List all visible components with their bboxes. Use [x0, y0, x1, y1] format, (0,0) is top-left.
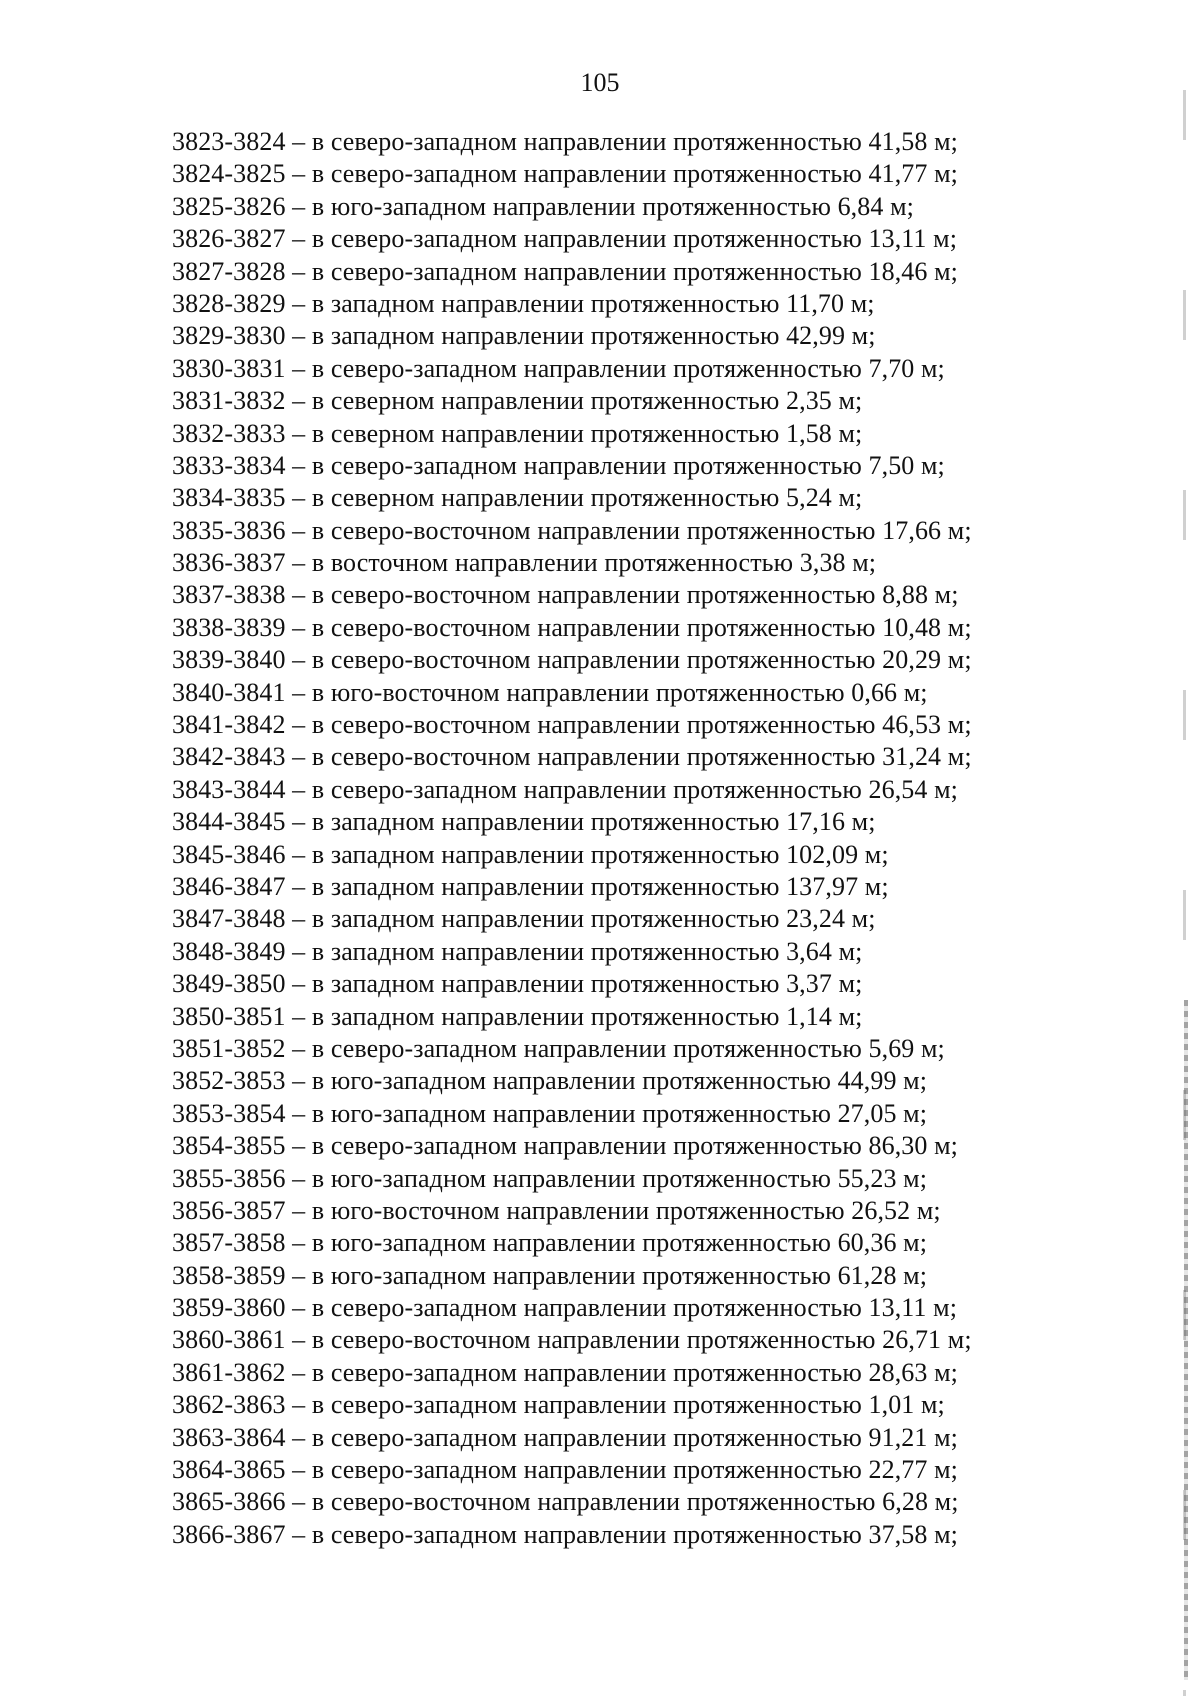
segment-line: 3865-3866 – в северо-восточном направлении протяженностью 6,28 м;: [172, 1487, 959, 1517]
page-number: 105: [580, 68, 620, 97]
segment-line: 3856-3857 – в юго-восточном направлении протяженностью 26,52 м;: [172, 1195, 941, 1225]
segment-line: 3862-3863 – в северо-западном направлении протяженностью 1,01 м;: [172, 1390, 945, 1420]
segment-line: 3855-3856 – в юго-западном направлении протяженностью 55,23 м;: [172, 1163, 928, 1193]
segment-line: 3844-3845 – в западном направлении протяженностью 17,16 м;: [172, 807, 876, 837]
segment-line: 3825-3826 – в юго-западном направлении протяженностью 6,84 м;: [172, 191, 914, 221]
segment-line: 3861-3862 – в северо-западном направлении протяженностью 28,63 м;: [172, 1357, 958, 1387]
segment-line: 3823-3824 – в северо-западном направлении протяженностью 41,58 м;: [172, 127, 958, 156]
segment-line: 3829-3830 – в западном направлении протяженностью 42,99 м;: [172, 321, 876, 351]
boundary-segment-list: [172, 126, 1072, 1551]
segment-line: 3828-3829 – в западном направлении протяженностью 11,70 м;: [172, 288, 875, 318]
segment-line: 3838-3839 – в северо-восточном направлении протяженностью 10,48 м;: [172, 612, 972, 642]
segment-line: 3831-3832 – в северном направлении протяженностью 2,35 м;: [172, 386, 863, 416]
segment-line: 3830-3831 – в северо-западном направлении протяженностью 7,70 м;: [172, 353, 945, 383]
segment-line: 3839-3840 – в северо-восточном направлении протяженностью 20,29 м;: [172, 645, 972, 675]
segment-line: 3853-3854 – в юго-западном направлении протяженностью 27,05 м;: [172, 1098, 928, 1128]
segment-line: 3836-3837 – в восточном направлении протяженностью 3,38 м;: [172, 548, 877, 578]
segment-line: 3866-3867 – в северо-западном направлении протяженностью 37,58 м;: [172, 1519, 958, 1549]
segment-line: 3850-3851 – в западном направлении протяженностью 1,14 м;: [172, 1001, 863, 1031]
segment-line: 3864-3865 – в северо-западном направлении протяженностью 22,77 м;: [172, 1455, 958, 1485]
segment-line: 3845-3846 – в западном направлении протяженностью 102,09 м;: [172, 839, 889, 869]
segment-line: 3851-3852 – в северо-западном направлении протяженностью 5,69 м;: [172, 1033, 945, 1063]
segment-line: 3827-3828 – в северо-западном направлении протяженностью 18,46 м;: [172, 256, 958, 286]
segment-line: 3841-3842 – в северо-восточном направлении протяженностью 46,53 м;: [172, 710, 972, 740]
segment-line: 3824-3825 – в северо-западном направлении протяженностью 41,77 м;: [172, 159, 958, 189]
segment-line: 3852-3853 – в юго-западном направлении протяженностью 44,99 м;: [172, 1066, 928, 1096]
segment-line: 3859-3860 – в северо-западном направлении протяженностью 13,11 м;: [172, 1293, 958, 1323]
segment-line: 3858-3859 – в юго-западном направлении протяженностью 61,28 м;: [172, 1260, 928, 1290]
segment-line: 3826-3827 – в северо-западном направлении протяженностью 13,11 м;: [172, 224, 958, 254]
segment-line: 3840-3841 – в юго-восточном направлении протяженностью 0,66 м;: [172, 677, 928, 707]
segment-line: 3849-3850 – в западном направлении протяженностью 3,37 м;: [172, 969, 863, 999]
segment-line: 3835-3836 – в северо-восточном направлении протяженностью 17,66 м;: [172, 515, 972, 545]
segment-line: 3843-3844 – в северо-западном направлении протяженностью 26,54 м;: [172, 774, 958, 804]
segment-line: 3834-3835 – в северном направлении протяженностью 5,24 м;: [172, 483, 863, 513]
segment-line: 3842-3843 – в северо-восточном направлении протяженностью 31,24 м;: [172, 742, 972, 772]
segment-line: 3846-3847 – в западном направлении протяженностью 137,97 м;: [172, 871, 889, 901]
segment-line: 3863-3864 – в северо-западном направлении протяженностью 91,21 м;: [172, 1422, 958, 1452]
segment-line: 3833-3834 – в северо-западном направлении протяженностью 7,50 м;: [172, 450, 945, 480]
segment-line: 3837-3838 – в северо-восточном направлении протяженностью 8,88 м;: [172, 580, 959, 610]
segment-line: 3848-3849 – в западном направлении протяженностью 3,64 м;: [172, 936, 863, 966]
segment-line: 3854-3855 – в северо-западном направлении протяженностью 86,30 м;: [172, 1131, 958, 1161]
segment-line: 3847-3848 – в западном направлении протяженностью 23,24 м;: [172, 904, 876, 934]
segment-line: 3860-3861 – в северо-восточном направлении протяженностью 26,71 м;: [172, 1325, 972, 1355]
segment-line: 3857-3858 – в юго-западном направлении протяженностью 60,36 м;: [172, 1228, 928, 1258]
segment-line: 3832-3833 – в северном направлении протяженностью 1,58 м;: [172, 418, 863, 448]
scan-edge-artifact-lower: [1184, 1000, 1188, 1680]
